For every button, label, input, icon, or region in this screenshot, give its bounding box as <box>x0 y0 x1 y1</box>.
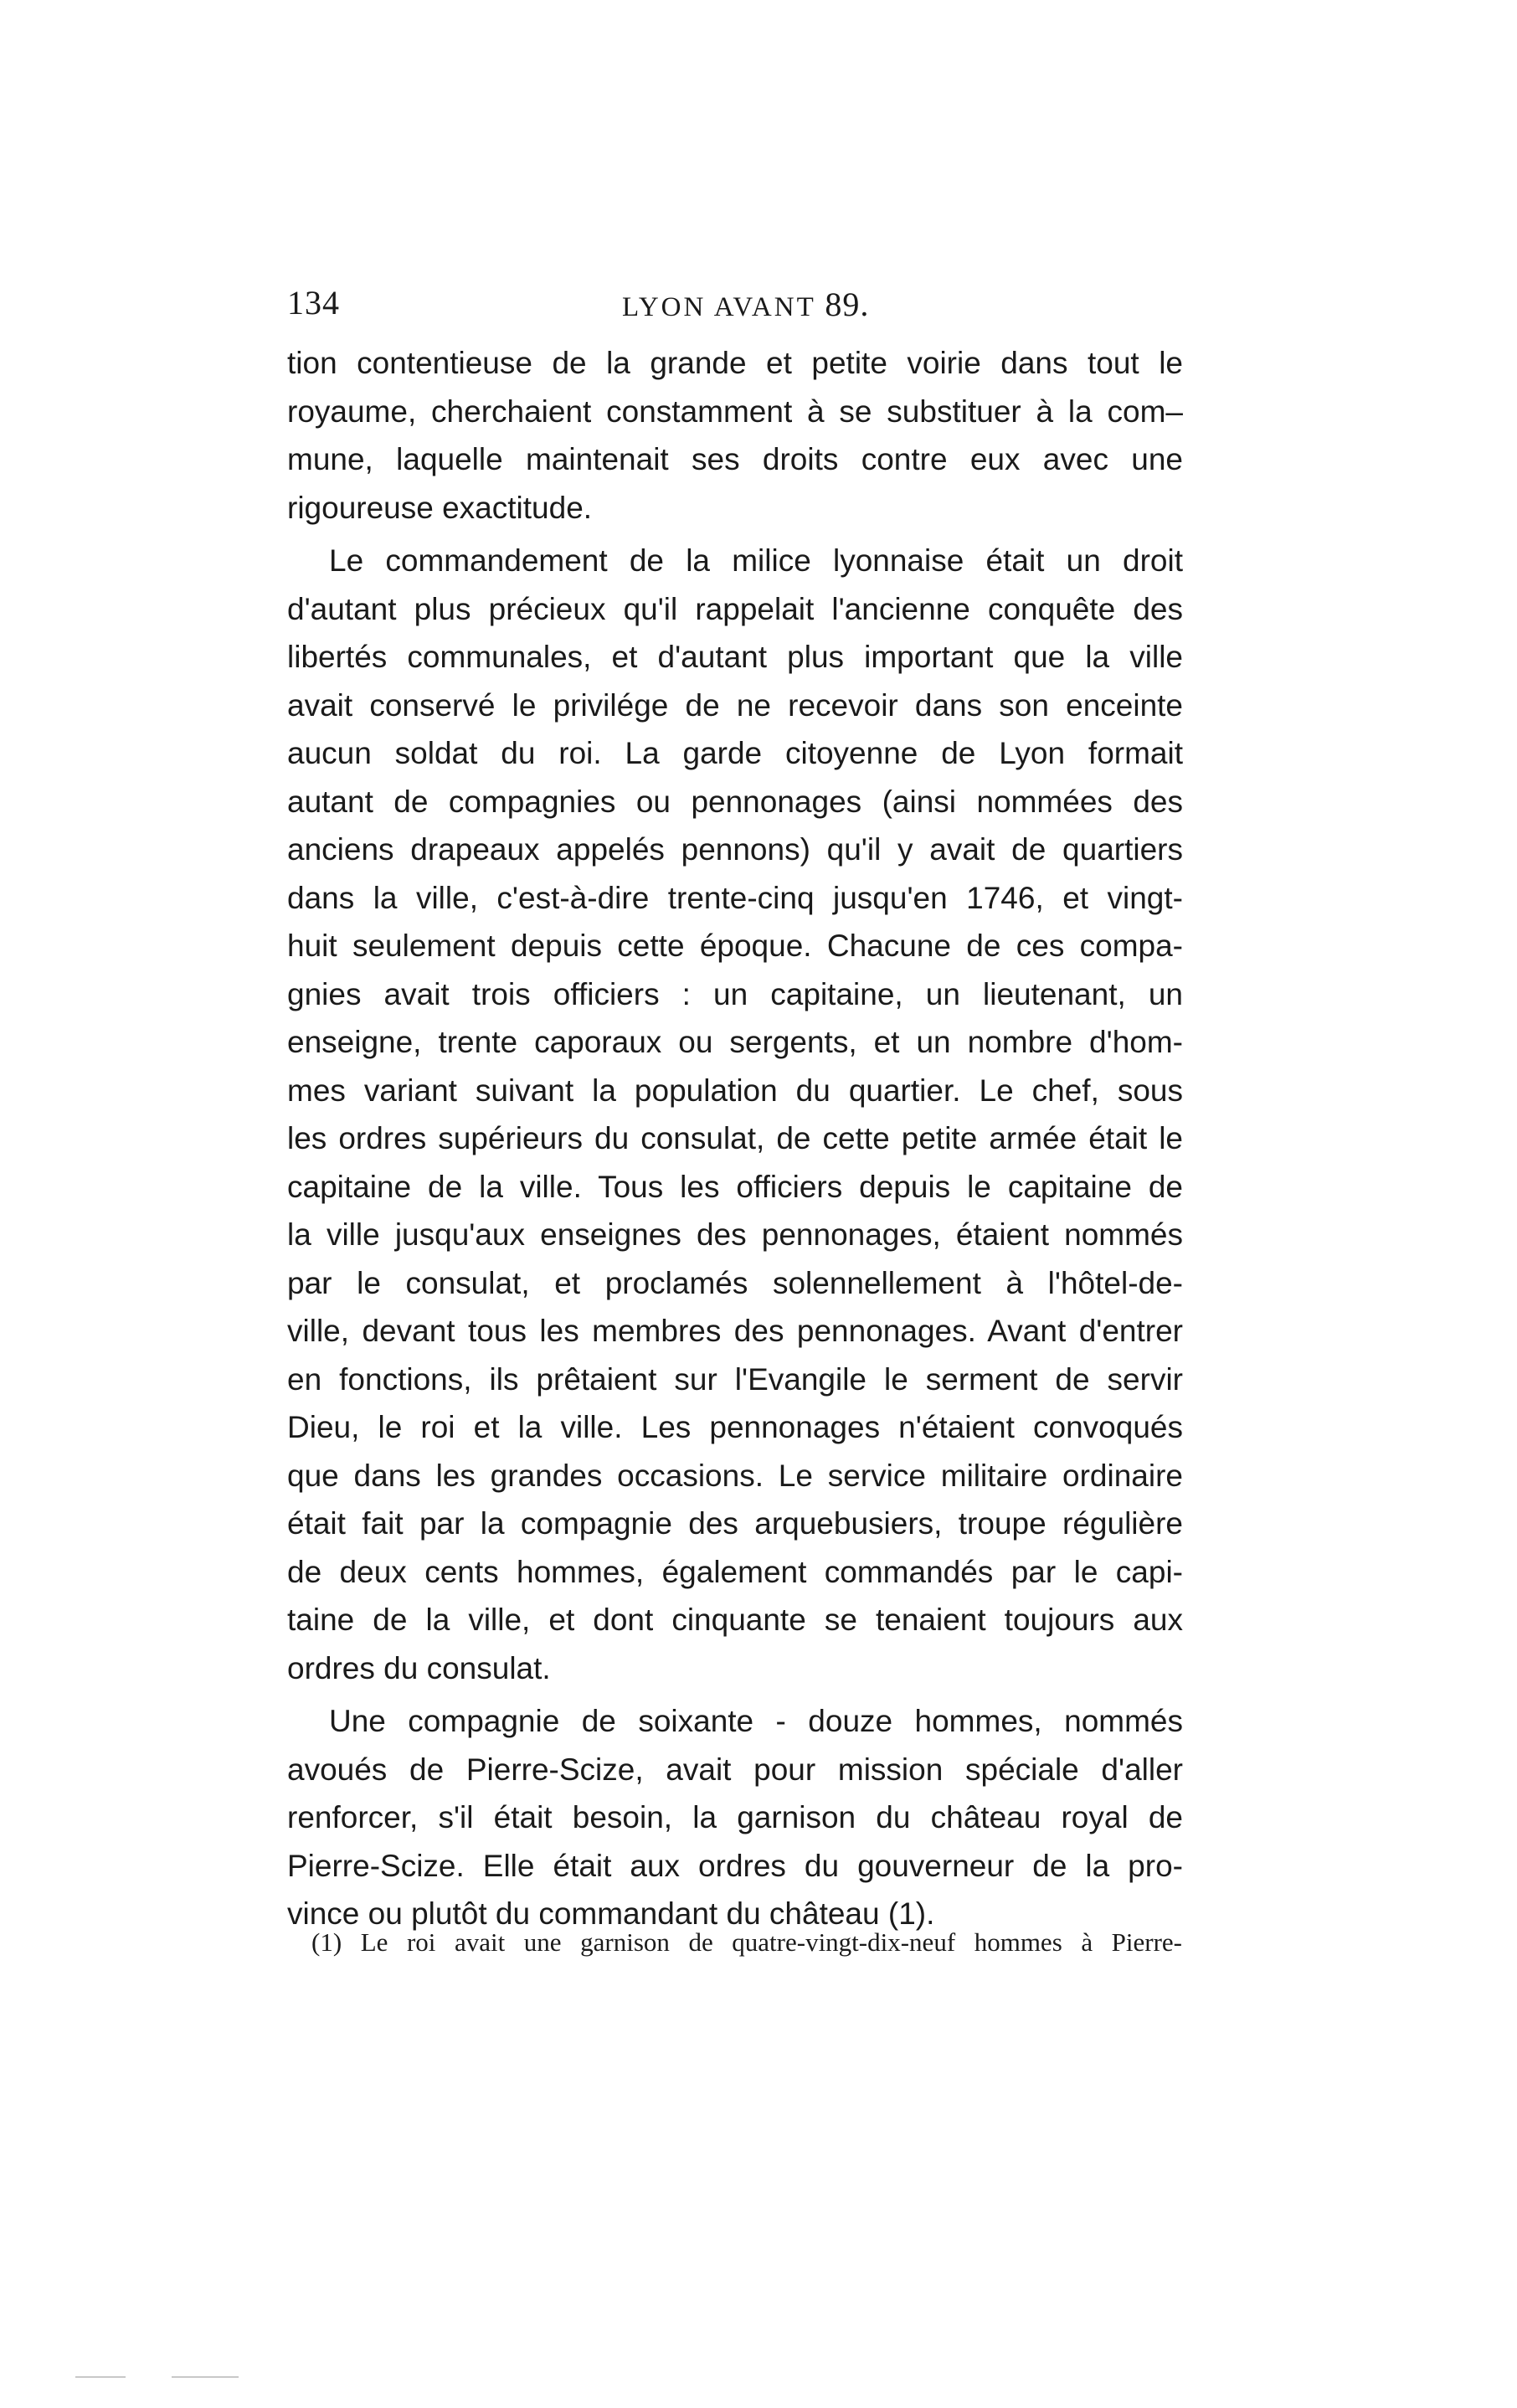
text-line: Pierre-Scize. Elle était aux ordres du gouverneur de la pro- <box>287 1848 1183 1883</box>
text-line: ordres du consulat. <box>287 1650 551 1685</box>
running-head <box>287 283 1183 333</box>
text-line: par le consulat, et proclamés solennellement à l'hôtel-de- <box>287 1265 1183 1300</box>
text-line: avoués de Pierre-Scize, avait pour mission spéciale d'aller <box>287 1752 1183 1787</box>
text-line: aucun soldat du roi. La garde citoyenne de Lyon formait <box>287 736 1183 770</box>
text-line: autant de compagnies ou pennonages (ainsi nommées des <box>287 784 1183 819</box>
text-line: rigoureuse exactitude. <box>287 490 593 525</box>
text-line: huit seulement depuis cette époque. Chacune de ces compa- <box>287 929 1183 963</box>
text-line: Le commandement de la milice lyonnaise était un droit <box>329 543 1183 578</box>
running-title-number: 89. <box>825 286 870 323</box>
text-line: gnies avait trois officiers : un capitaine, un lieutenant, un <box>287 976 1183 1011</box>
text-line: royaume, cherchaient constamment à se substituer à la com– <box>287 394 1183 429</box>
text-line: était fait par la compagnie des arquebusiers, troupe régulière <box>287 1506 1183 1541</box>
text-line: d'autant plus précieux qu'il rappelait l'ancienne conquête des <box>287 591 1183 626</box>
body-text <box>287 339 1183 1938</box>
text-line: mes variant suivant la population du quartier. Le chef, sous <box>287 1073 1183 1108</box>
text-line: ville, devant tous les membres des pennonages. Avant d'entrer <box>287 1314 1183 1348</box>
text-line: de deux cents hommes, également commandés par le capi- <box>287 1554 1183 1589</box>
text-line: enseigne, trente caporaux ou sergents, et un nombre d'hom- <box>287 1025 1183 1059</box>
text-line: la ville jusqu'aux enseignes des pennonages, étaient nommés <box>287 1217 1183 1252</box>
text-line: dans la ville, c'est-à-dire trente-cinq jusqu'en 1746, et vingt- <box>287 880 1183 915</box>
text-line: Une compagnie de soixante - douze hommes, nommés <box>329 1704 1183 1738</box>
scan-artifact-mark <box>75 2376 126 2378</box>
text-line: avait conservé le privilége de ne recevoir dans son enceinte <box>287 687 1183 723</box>
text-line: anciens drapeaux appelés pennons) qu'il y avait de quartiers <box>287 832 1183 867</box>
text-line: libertés communales, et d'autant plus important que la ville <box>287 640 1183 674</box>
text-line: Dieu, le roi et la ville. Les pennonages n'étaient convoqués <box>287 1410 1183 1444</box>
text-line: mune, laquelle maintenait ses droits contre eux avec une <box>287 442 1183 476</box>
text-line: les ordres supérieurs du consulat, de cette petite armée était le <box>287 1121 1183 1155</box>
running-title <box>622 285 869 324</box>
text-line: en fonctions, ils prêtaient sur l'Evangile le serment de servir <box>287 1361 1183 1397</box>
text-line: renforcer, s'il était besoin, la garnison du château royal de <box>287 1800 1183 1834</box>
scan-artifact-mark <box>172 2376 239 2378</box>
running-title-text: LYON AVANT <box>622 292 816 322</box>
text-line: taine de la ville, et dont cinquante se tenaient toujours aux <box>287 1603 1183 1637</box>
text-line: tion contentieuse de la grande et petite voirie dans tout le <box>287 346 1183 380</box>
footnote: (1) Le roi avait une garnison de quatre-vingt-dix-neuf hommes à Pierre- <box>311 1927 1182 1957</box>
text-line: que dans les grandes occasions. Le service militaire ordinaire <box>287 1458 1183 1493</box>
text-line: capitaine de la ville. Tous les officiers depuis le capitaine de <box>287 1169 1183 1204</box>
text-line: vince ou plutôt du commandant du château (1). <box>287 1896 935 1931</box>
page-number: 134 <box>287 284 340 322</box>
